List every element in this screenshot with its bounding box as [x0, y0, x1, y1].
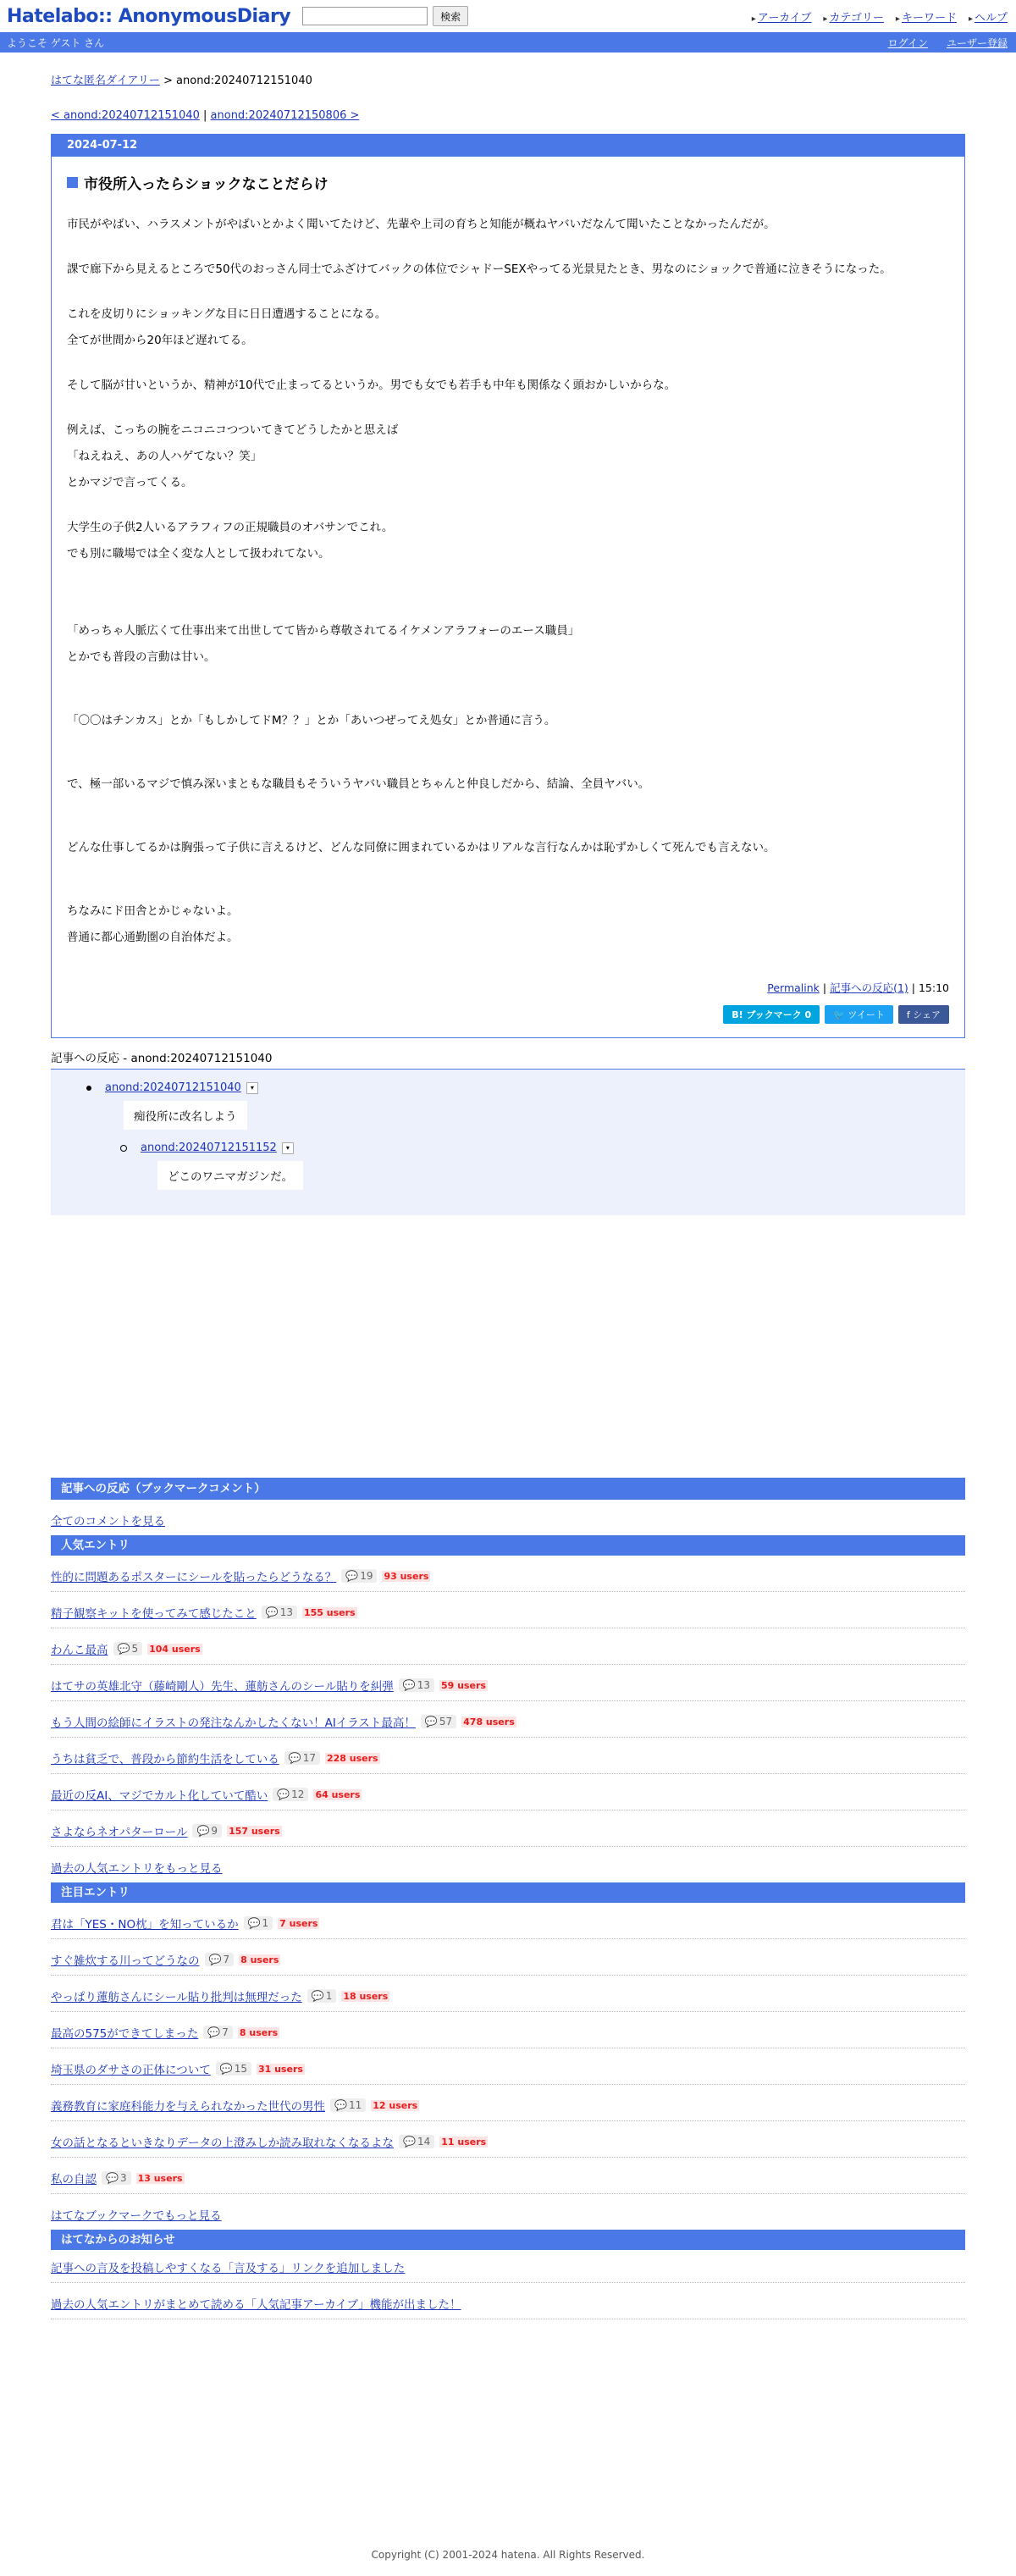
entry-list-item	[51, 2012, 965, 2048]
comment-bubble-icon: 💬	[265, 1606, 279, 1618]
entry-list-item	[51, 1903, 965, 1939]
breadcrumb-current: anond:20240712151040	[176, 75, 312, 87]
entry	[52, 157, 964, 1037]
breadcrumb	[51, 71, 965, 87]
entry-link[interactable]: はてサの英雄北守（藤崎剛人）先生、蓮舫さんのシール貼りを糾弾	[51, 1680, 394, 1694]
comment-count[interactable]: 💬 13	[262, 1606, 297, 1619]
reactions-tree	[51, 1069, 965, 1215]
comment-count[interactable]: 💬 12	[273, 1788, 308, 1801]
site-logo[interactable]: Hatelabo:: AnonymousDiary	[7, 5, 291, 27]
entry-list-item	[51, 1628, 965, 1665]
entry-link[interactable]: うちは貧乏で、普段から節約生活をしている	[51, 1753, 279, 1766]
comment-count[interactable]: 💬 17	[284, 1751, 320, 1765]
comment-count[interactable]: 💬 7	[205, 1953, 235, 1966]
entry-line: 大学生の子供2人いるアラフィフの正規職員のオバサンでこれ。	[67, 521, 394, 534]
comment-count[interactable]: 💬 1	[307, 1989, 337, 2003]
twitter-bird-icon: 🐦	[833, 1009, 848, 1020]
entry-line: 例えば、こっちの腕をニコニコつついてきてどうしたかと思えば	[67, 423, 399, 437]
breadcrumb-home-link[interactable]: はてな匿名ダイアリー	[51, 75, 160, 87]
register-link[interactable]: ユーザー登録	[946, 37, 1008, 49]
bookmark-users-badge[interactable]: 93 users	[384, 1570, 429, 1582]
entry-line: これを皮切りにショッキングな目に日日遭遇することになる。	[67, 307, 387, 321]
bullet-icon	[120, 1145, 127, 1152]
entry-time: 15:10	[918, 981, 949, 994]
bookmark-users-badge[interactable]: 12 users	[373, 2099, 418, 2111]
news-link[interactable]: 記事への言及を投稿しやすくなる「言及する」リンクを追加しました	[51, 2262, 406, 2275]
comment-count[interactable]: 💬 9	[192, 1824, 222, 1838]
entry-title-text: 市役所入ったらショックなことだらけ	[84, 176, 329, 193]
prev-entry-link[interactable]: < anond:20240712151040	[51, 109, 200, 122]
reaction-text: どこのワニマガジンだ。	[157, 1161, 303, 1190]
next-entry-link[interactable]: anond:20240712150806 >	[210, 109, 360, 122]
entry-line: でも別に職場では全く変な人として扱われてない。	[67, 547, 330, 561]
main-content	[51, 71, 965, 2319]
login-link[interactable]: ログイン	[887, 37, 928, 49]
top-nav	[752, 8, 1008, 25]
entry-link[interactable]: 君は「YES・NO枕」を知っているか	[51, 1918, 239, 1932]
bookmark-users-badge[interactable]: 7 users	[279, 1917, 318, 1929]
comment-bubble-icon: 💬	[196, 1825, 210, 1837]
comment-bubble-icon: 💬	[403, 2136, 416, 2148]
bookmark-users-badge[interactable]: 104 users	[149, 1643, 201, 1655]
comment-count[interactable]: 💬 13	[399, 1678, 434, 1692]
entry-line: 市民がやばい、ハラスメントがやばいとかよく聞いてたけど、先輩や上司の育ちと知能が概ねヤバいだなんて聞いたことなかったんだが。	[67, 218, 776, 231]
entry-list-item	[51, 1976, 965, 2012]
entry-link[interactable]: 最高の575ができてしまった	[51, 2027, 199, 2041]
entry-line: とかでも普段の言動は甘い。	[67, 650, 216, 664]
comment-bubble-icon: 💬	[106, 2172, 119, 2184]
entry-list-item	[51, 1939, 965, 1976]
entry-link[interactable]: すぐ雑炊する川ってどうなの	[51, 1954, 200, 1968]
comment-bubble-icon: 💬	[334, 2099, 347, 2111]
comment-bubble-icon: 💬	[345, 1570, 359, 1582]
comment-count[interactable]: 💬 7	[203, 2026, 233, 2039]
entry-list-item	[51, 1556, 965, 1592]
tweet-button[interactable]: 🐦 ツイート	[825, 1005, 893, 1024]
nav-help-link[interactable]: ▸ ヘルプ	[969, 8, 1008, 25]
entry-link[interactable]: もう人間の絵師にイラストの発注なんかしたくない！AIイラスト最高！	[51, 1716, 416, 1730]
comment-count[interactable]: 💬 19	[341, 1569, 377, 1583]
bookmark-comments-section	[51, 1478, 965, 1535]
entry-line: ちなみにド田舎とかじゃないよ。	[67, 904, 239, 918]
entry-list-item	[51, 1665, 965, 1701]
entry-line: 課で廊下から見えるところで50代のおっさん同士でふざけてバックの体位でシャドーSEXやってる光景見たとき、男なのにショックで普通に泣きそうになった。	[67, 263, 892, 276]
entry-list-item	[51, 1774, 965, 1810]
entry-line: で、極一部いるマジで慎み深いまともな職員もそういうヤバい職員とちゃんと仲良しだから、結論、全員ヤバい。	[67, 777, 650, 791]
comment-count[interactable]: 💬 15	[216, 2062, 251, 2076]
bookmark-users-badge[interactable]: 13 users	[137, 2172, 183, 2184]
top-bar	[0, 0, 1016, 32]
nav-archive-link[interactable]: ▸ アーカイブ	[752, 8, 812, 25]
entry-line: 全てが世間から20年ほど遅れてる。	[67, 334, 253, 347]
entry-list-item	[51, 2158, 965, 2194]
comment-count[interactable]: 💬 57	[421, 1715, 456, 1728]
entry-list-item	[51, 1738, 965, 1774]
news-section	[51, 2230, 965, 2319]
news-title: はてなからのお知らせ	[51, 2230, 965, 2250]
hot-entries-section	[51, 1882, 965, 2230]
search-input[interactable]	[302, 7, 428, 25]
entry-list-item	[51, 2048, 965, 2085]
entry-line: どんな仕事してるかは胸張って子供に言えるけど、どんな同僚に囲まれているかはリアルな言行なんかは恥ずかしくて死んでも言えない。	[67, 841, 776, 854]
toggle-icon[interactable]: ▾	[282, 1142, 294, 1154]
prev-next-nav	[51, 109, 965, 122]
entry-line: とかマジで言ってくる。	[67, 476, 193, 489]
search-button[interactable]: 検索	[433, 6, 468, 26]
entry-list-item	[51, 1810, 965, 1847]
entry-link[interactable]: 性的に問題あるポスターにシールを貼ったらどうなる？	[51, 1571, 337, 1584]
bookmark-users-badge[interactable]: 11 users	[441, 2136, 487, 2148]
comment-count[interactable]: 💬 5	[113, 1642, 143, 1656]
reaction-item	[120, 1142, 965, 1154]
breadcrumb-separator: >	[163, 75, 173, 87]
comment-bubble-icon: 💬	[288, 1752, 301, 1764]
entry-list-item	[51, 2085, 965, 2121]
facebook-share-button[interactable]: f シェア	[898, 1005, 949, 1024]
entry-link[interactable]: 精子観察キットを使ってみて感じたこと	[51, 1607, 257, 1621]
toggle-icon[interactable]: ▾	[246, 1082, 258, 1094]
reaction-link[interactable]: anond:20240712151040	[105, 1081, 241, 1094]
hot-entries-title: 注目エントリ	[51, 1882, 965, 1903]
copyright: Copyright (C) 2001-2024 hatena. All Rights Reserved.	[371, 2549, 645, 2561]
title-square-icon	[67, 177, 78, 188]
reaction-item	[86, 1081, 965, 1094]
hatena-bookmark-button[interactable]: B! ブックマーク 0	[723, 1005, 820, 1024]
prev-next-separator: |	[203, 109, 207, 122]
reaction-link[interactable]: anond:20240712151152	[141, 1142, 277, 1154]
popular-entries-section	[51, 1535, 965, 1882]
entry-link[interactable]: やっぱり蓮舫さんにシール貼り批判は無理だった	[51, 1991, 302, 2004]
comment-bubble-icon: 💬	[311, 1990, 324, 2002]
reactions-link[interactable]: 記事への反応(1)	[830, 981, 908, 994]
entry-line: 「めっちゃ人脈広くて仕事出来て出世してて皆から尊敬されてるイケメンアラフォーのエース職員」	[67, 624, 580, 638]
comment-count[interactable]: 💬 11	[330, 2098, 366, 2112]
entry-list-item	[51, 1592, 965, 1628]
bookmark-users-badge[interactable]: 59 users	[440, 1679, 486, 1691]
reaction-text: 痴役所に改名しよう	[124, 1101, 247, 1130]
all-comments-link[interactable]: 全てのコメントを見る	[51, 1515, 165, 1528]
facebook-icon: f	[906, 1009, 914, 1020]
entry-link[interactable]: 埼玉県のダサさの正体について	[51, 2064, 211, 2077]
entry-list-item	[51, 2121, 965, 2158]
comment-bubble-icon: 💬	[219, 2063, 233, 2075]
bookmark-users-badge[interactable]: 8 users	[239, 2026, 279, 2038]
entry-link[interactable]: 義務教育に家庭科能力を与えられなかった世代の男性	[51, 2100, 325, 2114]
entry-link[interactable]: 女の話となるといきなりデータの上澄みしか読み取れなくなるよな	[51, 2137, 394, 2150]
ad-space	[51, 1215, 965, 1478]
comment-bubble-icon: 💬	[277, 1788, 290, 1800]
comment-bubble-icon: 💬	[402, 1679, 416, 1691]
comment-bubble-icon: 💬	[117, 1643, 130, 1655]
day-section	[51, 134, 965, 1038]
entry-line: 「〇〇はチンカス」とか「もしかしてドM？？」とか「あいつぜってえ処女」とか普通に言う。	[67, 714, 556, 727]
bookmark-users-badge[interactable]: 228 users	[326, 1752, 378, 1764]
entry-line: 普通に都心通勤圏の自治体だよ。	[67, 931, 239, 944]
comment-count[interactable]: 💬 1	[244, 1916, 273, 1930]
entry-link[interactable]: さよならネオパターロール	[51, 1826, 188, 1839]
entry-line: そして脳が甘いというか、精神が10代で止まってるというか。男でも女でも若手も中年も関係なく頭おかしいからな。	[67, 379, 676, 392]
entry-line: 「ねえねえ、あの人ハゲてない？笑」	[67, 450, 262, 463]
bookmark-users-badge[interactable]: 478 users	[463, 1716, 515, 1727]
nav-keyword-link[interactable]: ▸ キーワード	[896, 8, 957, 25]
permalink-link[interactable]: Permalink	[767, 981, 820, 994]
news-link[interactable]: 過去の人気エントリがまとめて読める「人気記事アーカイブ」機能が出ました！	[51, 2298, 461, 2312]
day-date: 2024-07-12	[52, 135, 964, 157]
popular-more-link[interactable]: 過去の人気エントリをもっと見る	[51, 1862, 223, 1876]
comment-count[interactable]: 💬 14	[399, 2135, 434, 2148]
hot-more-link[interactable]: はてなブックマークでもっと見る	[51, 2209, 222, 2223]
reactions-title: 記事への反応 - anond:20240712151040	[51, 1052, 273, 1065]
bookmark-comments-title: 記事への反応（ブックマークコメント）	[51, 1478, 965, 1500]
popular-entries-title: 人気エントリ	[51, 1535, 965, 1556]
bookmark-users-badge[interactable]: 18 users	[343, 1990, 389, 2002]
bookmark-users-badge[interactable]: 155 users	[303, 1606, 356, 1618]
entry-list-item	[51, 1701, 965, 1738]
entry-body	[67, 212, 949, 951]
comment-bubble-icon: 💬	[208, 1954, 222, 1965]
comment-bubble-icon: 💬	[207, 2026, 221, 2038]
entry-footer: Permalink | 記事への反応(1) | 15:10	[767, 981, 949, 994]
bookmark-users-badge[interactable]: 64 users	[315, 1788, 361, 1800]
bookmark-users-badge[interactable]: 8 users	[240, 1954, 279, 1965]
entry-link[interactable]: 最近の反AI、マジでカルト化していて酷い	[51, 1789, 268, 1803]
bookmark-users-badge[interactable]: 157 users	[229, 1825, 280, 1837]
bookmark-users-badge[interactable]: 31 users	[257, 2063, 303, 2075]
comment-bubble-icon: 💬	[247, 1917, 261, 1929]
bullet-icon	[86, 1086, 91, 1091]
comment-count[interactable]: 💬 3	[102, 2171, 131, 2185]
entry-link[interactable]: 私の自認	[51, 2173, 97, 2186]
share-buttons	[67, 1005, 949, 1024]
entry-title	[67, 172, 949, 193]
welcome-text: ようこそ ゲスト さん	[7, 36, 105, 49]
entry-link[interactable]: わんこ最高	[51, 1644, 108, 1657]
user-bar	[0, 32, 1016, 53]
nav-category-link[interactable]: ▸ カテゴリー	[823, 8, 884, 25]
comment-bubble-icon: 💬	[424, 1716, 438, 1727]
